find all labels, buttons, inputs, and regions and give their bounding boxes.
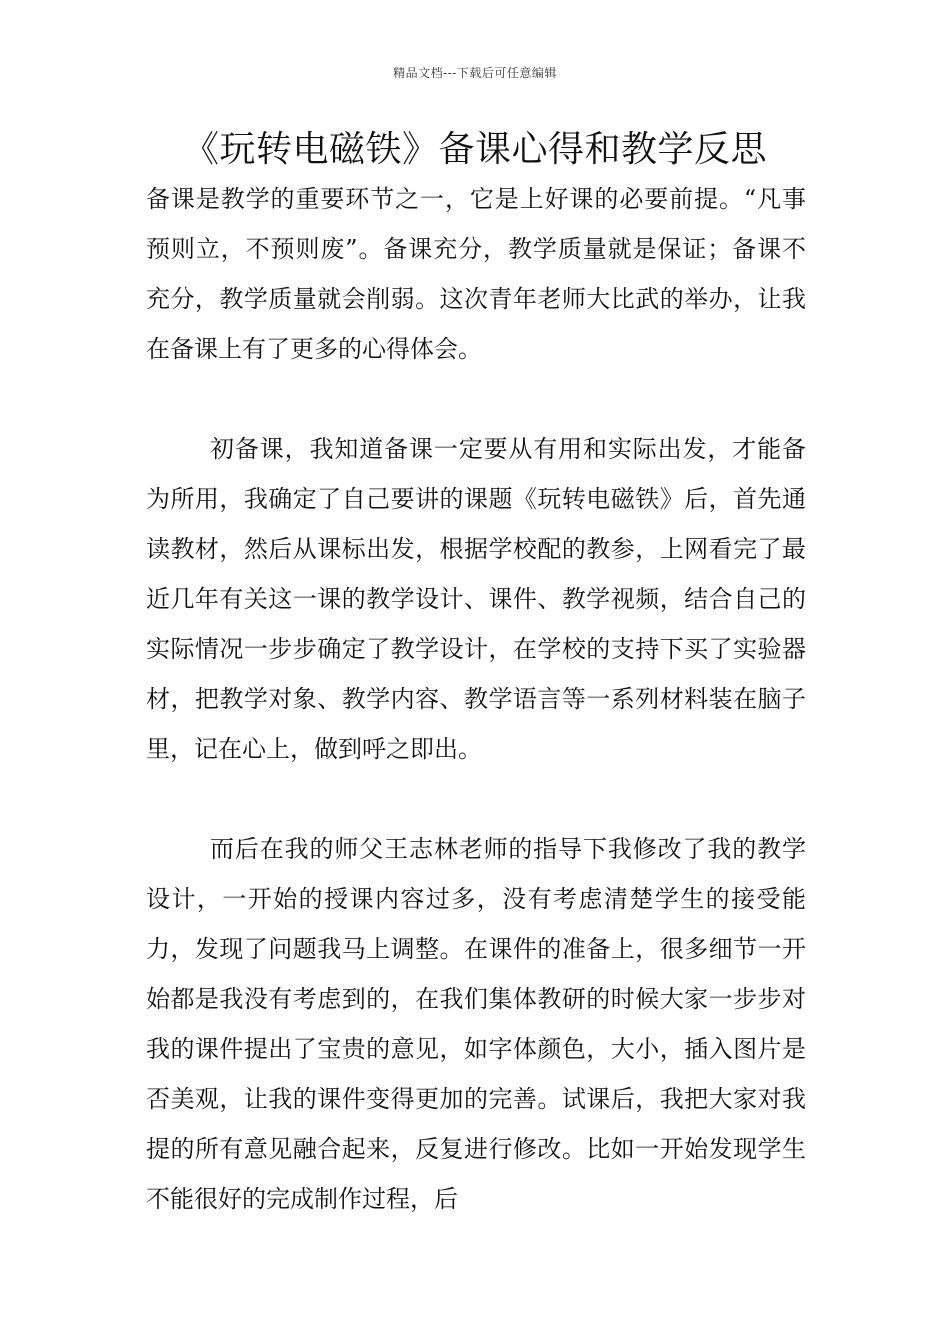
header-note: 精品文档---下载后可任意编辑 xyxy=(393,66,557,80)
document-body xyxy=(146,174,806,1224)
paragraph-intro: 备课是教学的重要环节之一，它是上好课的必要前提。“凡事预则立，不预则废”。备课充分，教学质量就是保证；备课不充分，教学质量就会削弱。这次青年老师大比武的举办，让我在备课上有了更多的心得体会。 xyxy=(146,185,806,363)
paragraph-preparation: 初备课，我知道备课一定要从有用和实际出发，才能备为所用，我确定了自己要讲的课题《玩转电磁铁》后，首先通读教材，然后从课标出发，根据学校配的教参，上网看完了最近几年有关这一课的教学设计、课件、教学视频，结合自己的实际情况一步步确定了教学设计，在学校的支持下买了实验器材，把教学对象、教学内容、教学语言等一系列材料装在脑子里，记在心上，做到呼之即出。 xyxy=(146,435,806,763)
paragraph-revision: 而后在我的师父王志林老师的指导下我修改了我的教学设计，一开始的授课内容过多，没有考虑清楚学生的接受能力，发现了问题我马上调整。在课件的准备上，很多细节一开始都是我没有考虑到的，在我们集体教研的时候大家一步步对我的课件提出了宝贵的意见，如字体颜色，大小，插入图片是否美观，让我的课件变得更加的完善。试课后，我把大家对我提的所有意见融合起来，反复进行修改。比如一开始发现学生不能很好的完成制作过程，后 xyxy=(146,835,806,1213)
document-title: 《玩转电磁铁》备课心得和教学反思 xyxy=(182,129,767,170)
